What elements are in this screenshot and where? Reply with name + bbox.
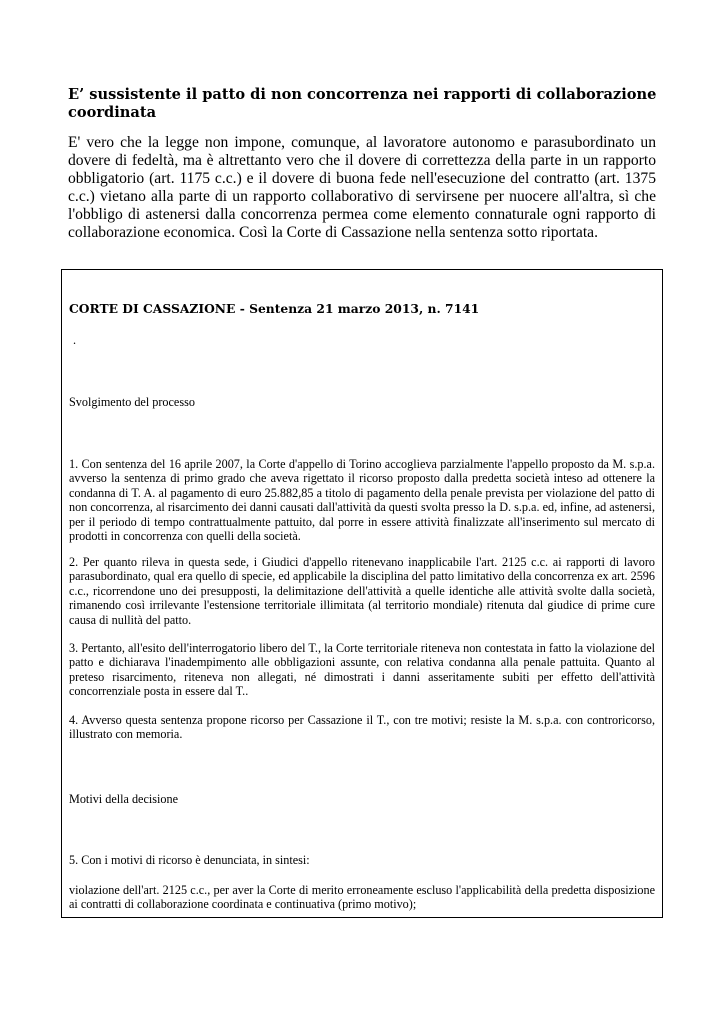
paragraph-6: violazione dell'art. 2125 c.c., per aver la Corte di merito erroneamente escluso l'applicabilità della predetta disposizione ai contratti di collaborazione coordinata e continuativa (primo motivo); bbox=[69, 883, 655, 912]
section-heading-proceedings: Svolgimento del processo bbox=[69, 395, 195, 409]
case-title: CORTE DI CASSAZIONE - Sentenza 21 marzo 2013, n. 7141 bbox=[69, 301, 480, 316]
section-heading-reasons: Motivi della decisione bbox=[69, 792, 178, 806]
sentence-box bbox=[61, 269, 663, 918]
intro-paragraph: E' vero che la legge non impone, comunque, al lavoratore autonomo e parasubordinato un dovere di fedeltà, ma è altrettanto vero che il dovere di correttezza della parte in un rapporto obbligatorio (art. 1175 c.c.) e il dovere di buona fede nell'esecuzione del contratto (art. 1375 c.c.) vietano alla parte di un rapporto collaborativo di servirsene per nuocere all'altra, sì che l'obbligo di astenersi dalla concorrenza permea come elemento connaturale ogni rapporto di collaborazione economica. Così la Corte di Cassazione nella sentenza sotto riportata. bbox=[68, 134, 656, 242]
paragraph-1: 1. Con sentenza del 16 aprile 2007, la Corte d'appello di Torino accoglieva parzialmente l'appello proposto da M. s.p.a. avverso la sentenza di primo grado che aveva rigettato il ricorso proposto dalla predetta società inteso ad ottenere la condanna di T. A. al pagamento di euro 25.882,85 a titolo di pagamento della penale prevista per violazione del patto di non concorrenza, al risarcimento dei danni causati dall'attività da questi svolta presso la D. s.p.a. ed, infine, ad astenersi, per il periodo di tempo contrattualmente pattuito, dal porre in essere attività finalizzate all'inserimento sul mercato di prodotti in concorrenza con quelli della società. bbox=[69, 457, 655, 544]
paragraph-3: 3. Pertanto, all'esito dell'interrogatorio libero del T., la Corte territoriale riteneva non contestata in fatto la violazione del patto e dichiarava l'inadempimento alle obbligazioni assunte, con relativa condanna alla penale pattuita. Quanto al preteso risarcimento, riteneva non allegati, né dimostrati i danni asseritamente subiti per effetto dell'attività concorrenziale posta in essere dal T.. bbox=[69, 641, 655, 699]
paragraph-4: 4. Avverso questa sentenza propone ricorso per Cassazione il T., con tre motivi; resiste la M. s.p.a. con controricorso, illustrato con memoria. bbox=[69, 713, 655, 742]
paragraph-2: 2. Per quanto rileva in questa sede, i Giudici d'appello ritenevano inapplicabile l'art. 2125 c.c. ai rapporti di lavoro parasubordinato, qual era quello di specie, ed applicabile la disciplina del patto limitativo della concorrenza ex art. 2596 c.c., ricorrendone uno dei presupposti, la delimitazione dell'attività a quelle identiche alle attività svolte dalla società, rimanendo così irrilevante l'estensione territoriale illimitata (al territorio mondiale) ritenuta dal giudice di prime cure causa di nullità del patto. bbox=[69, 555, 655, 627]
paragraph-5: 5. Con i motivi di ricorso è denunciata, in sintesi: bbox=[69, 853, 310, 867]
separator-dot: . bbox=[73, 333, 77, 347]
document-heading: E’ sussistente il patto di non concorrenza nei rapporti di collaborazione coordinata bbox=[68, 86, 657, 121]
